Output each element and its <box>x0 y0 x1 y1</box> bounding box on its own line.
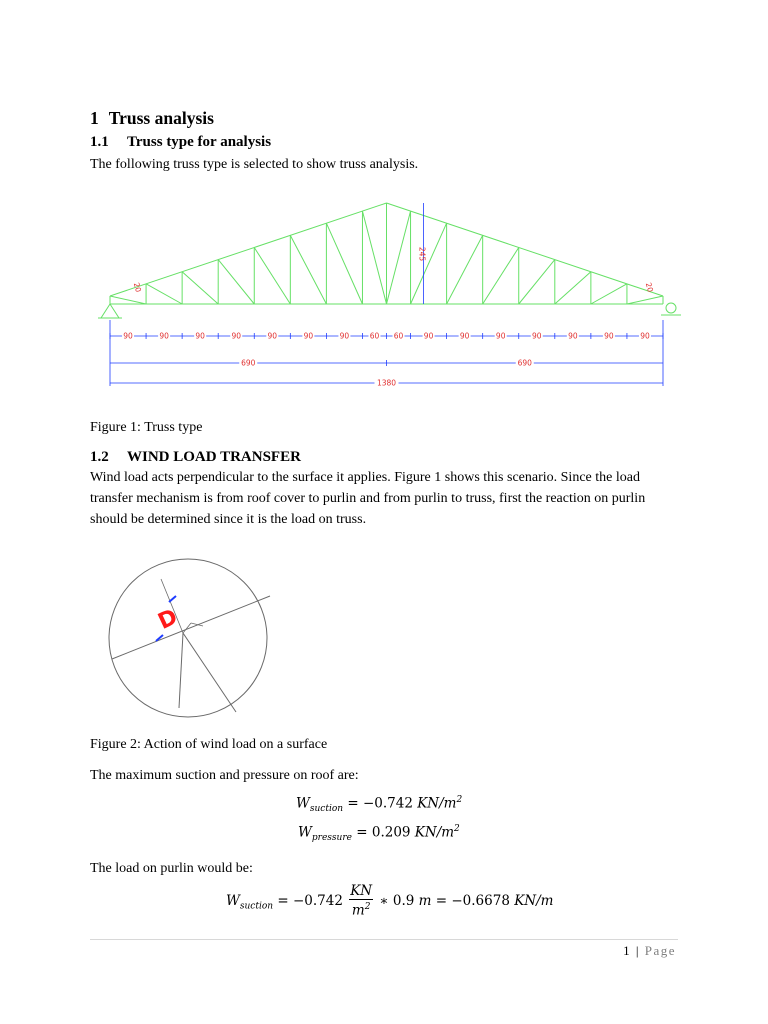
heading-truss-analysis <box>90 108 214 129</box>
equation-purlin: $W_{suction} = -0.742$ $\frac{KN}{m^2}$ ∗ 0.9 m = −0.6678 KN/m <box>226 883 554 919</box>
panel-dim-label: 90 <box>531 331 542 341</box>
total-dim-label: 1380 <box>376 378 397 388</box>
wind-circle <box>109 559 267 717</box>
truss-members <box>110 203 663 304</box>
panel-dim-label: 90 <box>195 331 205 341</box>
page-number: 1 <box>623 943 632 958</box>
equation-pressure: $W_{pressure} = 0.209$ $KN/m^2$ <box>298 824 460 844</box>
panel-dim-label: 90 <box>568 331 578 341</box>
panel-dim-label: 90 <box>495 331 506 341</box>
figure-2-caption: Figure 2: Action of wind load on a surface <box>90 737 328 752</box>
panel-dim-label: 90 <box>123 331 133 341</box>
panel-dim-label: 90 <box>231 331 242 341</box>
panel-dim-label: 90 <box>339 331 350 341</box>
panel-dim-label: 90 <box>423 331 434 341</box>
heading-truss-type <box>90 134 271 151</box>
end-height-right-label: 20 <box>643 281 655 294</box>
truss-member-line <box>183 633 236 712</box>
panel-dim-label: 90 <box>640 331 650 341</box>
panel-dim-label: 60 <box>369 331 380 341</box>
diagonal-member <box>254 247 290 304</box>
wind-action-figure <box>104 544 276 724</box>
dim-tick-top <box>169 596 176 602</box>
roller-support <box>666 303 676 313</box>
end-height-left-label: 20 <box>131 281 143 294</box>
paragraph-max-load: The maximum suction and pressure on roof are: <box>90 768 359 783</box>
panel-dim-label: 90 <box>459 331 470 341</box>
dimension-d-label: D <box>154 604 182 635</box>
page-footer: 1 | Page <box>623 943 676 958</box>
panel-dim-label: 60 <box>393 331 404 341</box>
vertical-member-line <box>179 633 183 708</box>
truss-supports <box>98 303 681 318</box>
diagonal-member <box>110 296 146 304</box>
equation-suction: $W_{suction} = -0.742$ $KN/m^2$ <box>296 795 463 815</box>
panel-dim-label: 90 <box>267 331 278 341</box>
height-dim-label: 245 <box>417 246 427 262</box>
diagonal-member <box>362 211 386 304</box>
diagonal-member <box>218 260 254 304</box>
diagonal-member <box>483 247 519 304</box>
heading-number: 1 <box>90 108 99 128</box>
footer-divider <box>90 939 678 940</box>
figure-1-caption: Figure 1: Truss type <box>90 420 203 435</box>
heading-title: WIND LOAD TRANSFER <box>127 449 301 465</box>
heading-wind-load-transfer <box>90 449 301 466</box>
panel-dim-label: 90 <box>159 331 169 341</box>
diagonal-member <box>555 272 591 304</box>
diagonal-member <box>591 284 627 304</box>
page-word: Page <box>644 943 676 958</box>
diagonal-member <box>290 235 326 304</box>
diagonal-member <box>627 296 663 304</box>
panel-dim-label: 90 <box>303 331 314 341</box>
pin-support <box>101 304 119 318</box>
paragraph-wind-load: Wind load acts perpendicular to the surface it applies. Figure 1 shows this scenario. Since the load transfer mechanism is from roof cover to purlin and from purlin to truss, first the reaction on purlin should be determined since it is the load on truss. <box>90 470 646 527</box>
diagonal-member <box>519 260 555 304</box>
half-dim-label: 690 <box>241 358 256 368</box>
heading-number: 1.2 <box>90 449 109 465</box>
top-chord-right <box>387 203 664 296</box>
heading-number: 1.1 <box>90 134 109 150</box>
panel-dim-label: 90 <box>604 331 614 341</box>
truss-figure <box>96 196 686 396</box>
paragraph-intro: The following truss type is selected to show truss analysis. <box>90 157 419 172</box>
diagonal-member <box>447 235 483 304</box>
diagonal-member <box>182 272 218 304</box>
heading-title: Truss type for analysis <box>127 134 272 150</box>
diagonal-member <box>387 211 411 304</box>
diagonal-member <box>411 223 447 304</box>
truss-dimension-labels <box>122 247 655 388</box>
diagonal-member <box>146 284 182 304</box>
paragraph-purlin-load: The load on purlin would be: <box>90 861 253 876</box>
half-dim-label: 690 <box>517 358 532 368</box>
roof-surface-line <box>112 596 270 659</box>
top-chord-left <box>110 203 387 296</box>
diagonal-member <box>326 223 362 304</box>
heading-title: Truss analysis <box>108 108 214 128</box>
fraction-kn-per-m2: $\frac{KN}{m^2}$ <box>350 883 373 919</box>
